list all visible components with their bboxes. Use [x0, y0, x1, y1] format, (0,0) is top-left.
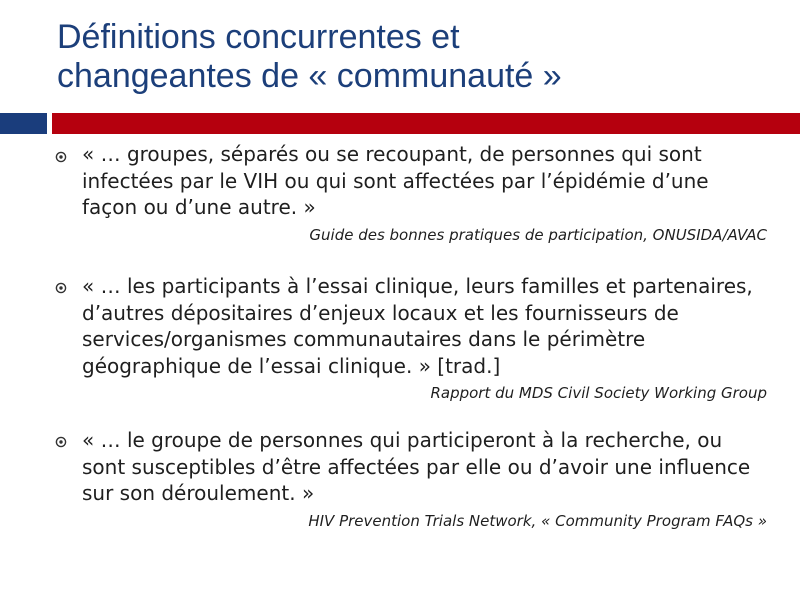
circled-dot-icon — [55, 151, 67, 163]
title-rule-blue — [0, 113, 47, 134]
slide-title — [57, 18, 777, 96]
definition-source-1: Guide des bonnes pratiques de participation, ONUSIDA/AVAC — [309, 226, 767, 244]
title-rule-red — [52, 113, 800, 134]
definition-source-3: HIV Prevention Trials Network, « Community Program FAQs » — [308, 512, 767, 530]
definition-quote-3: « … le groupe de personnes qui participeront à la recherche, ou sont susceptibles d’être affectées par elle ou d’avoir une influence sur son déroulement. » — [82, 428, 751, 505]
definition-quote-2: « … les participants à l’essai clinique, leurs familles et partenaires, d’autres dépositaires d’enjeux locaux et les fournisseurs de services/organismes communautaires dans le périmètre géographique de l’essai clinique. » [trad.] — [82, 274, 753, 378]
slide-title-line-1: Définitions concurrentes et — [57, 18, 460, 56]
definition-quote-1: « … groupes, séparés ou se recoupant, de personnes qui sont infectées par le VIH ou qui sont affectées par l’épidémie d’une façon ou d’une autre. » — [82, 142, 709, 219]
circled-dot-icon — [55, 436, 67, 448]
slide-title-line-2: changeantes de « communauté » — [57, 57, 562, 95]
circled-dot-icon — [55, 282, 67, 294]
definition-source-2: Rapport du MDS Civil Society Working Group — [430, 384, 767, 402]
